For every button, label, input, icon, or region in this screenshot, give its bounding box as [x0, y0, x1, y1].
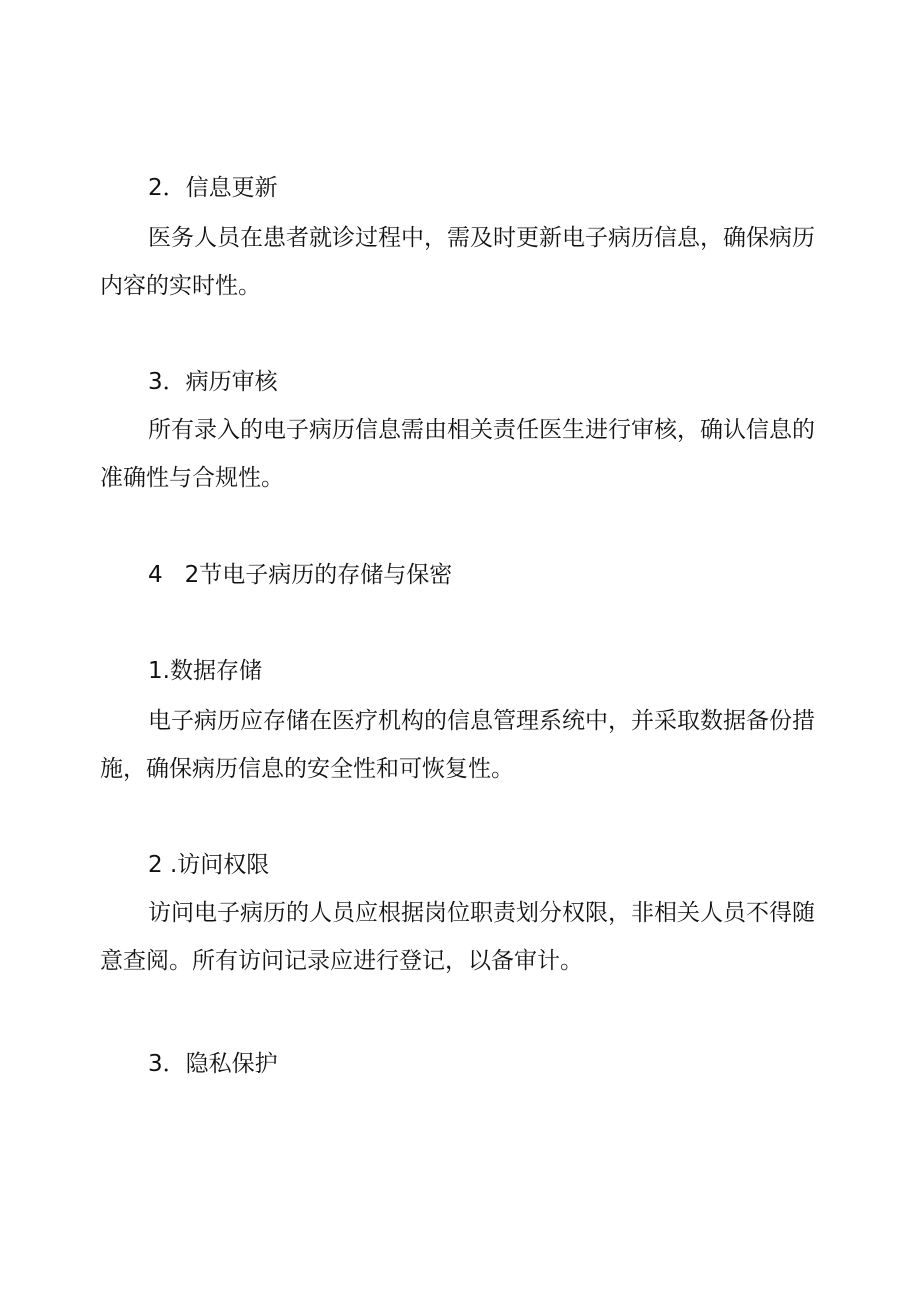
- section-heading-info-update: 2．信息更新: [148, 175, 278, 201]
- paragraph-line: 内容的实时性。: [100, 273, 261, 299]
- paragraph-access-permission: [100, 889, 820, 985]
- paragraph-line: 施，确保病历信息的安全性和可恢复性。: [100, 756, 514, 782]
- paragraph-line: 准确性与合规性。: [100, 465, 284, 491]
- section-heading-privacy-protection: 3．隐私保护: [148, 1051, 278, 1077]
- paragraph-data-storage: [100, 697, 820, 793]
- paragraph-line: 医务人员在患者就诊过程中，需及时更新电子病历信息，确保病历: [148, 225, 815, 251]
- paragraph-line: 意查阅。所有访问记录应进行登记，以备审计。: [100, 948, 583, 974]
- paragraph-record-review: [100, 406, 820, 502]
- paragraph-info-update: [100, 214, 820, 310]
- paragraph-line: 所有录入的电子病历信息需由相关责任医生进行审核，确认信息的: [148, 417, 815, 443]
- section-heading-data-storage: 1.数据存储: [148, 658, 262, 684]
- paragraph-line: 电子病历应存储在医疗机构的信息管理系统中，并采取数据备份措: [148, 708, 815, 734]
- paragraph-line: 访问电子病历的人员应根据岗位职责划分权限，非相关人员不得随: [148, 900, 815, 926]
- chapter-heading-storage-confidentiality: 4 2节电子病历的存储与保密: [148, 562, 453, 588]
- section-heading-access-permission: 2 .访问权限: [148, 852, 270, 878]
- section-heading-record-review: 3．病历审核: [148, 369, 278, 395]
